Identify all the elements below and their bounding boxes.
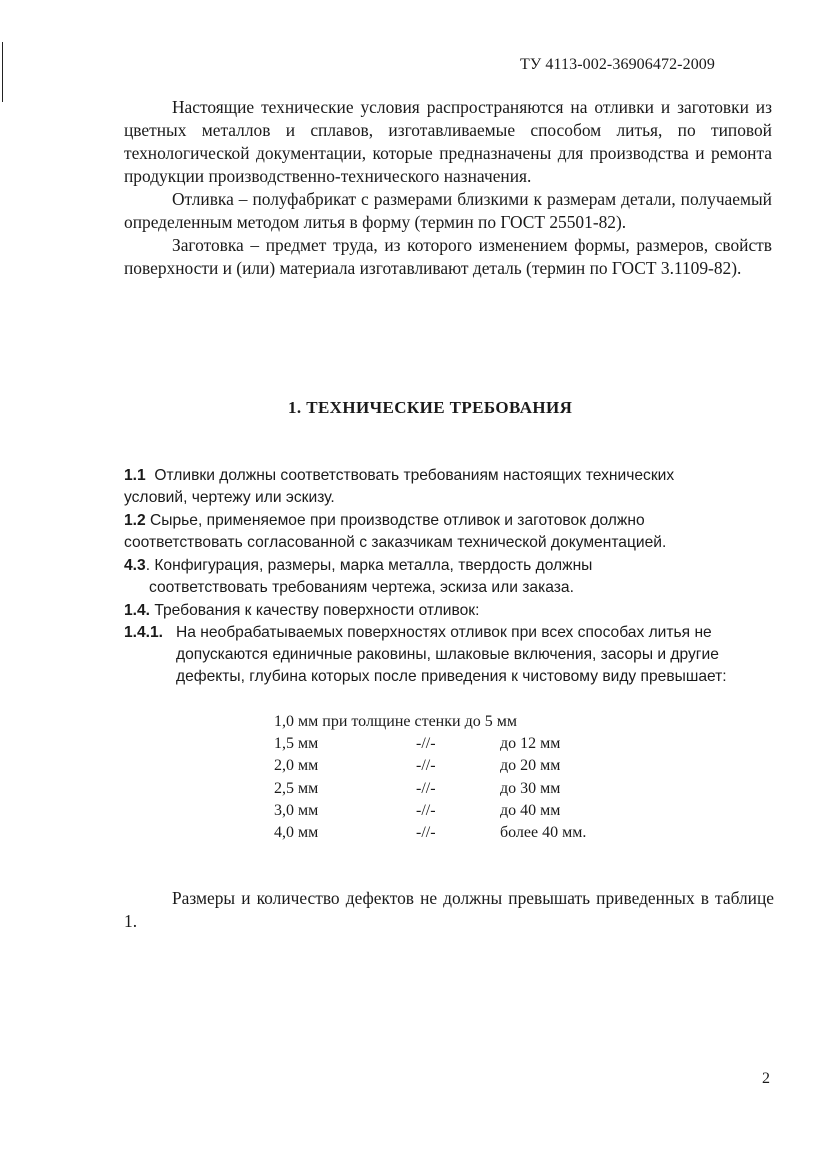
defect-depth: 2,5 мм [274, 779, 319, 797]
binding-margin-mark [2, 42, 3, 102]
defect-depth: 2,0 мм [274, 757, 319, 775]
ditto-mark: -//- [416, 779, 436, 797]
defect-depth: 4,0 мм [274, 823, 319, 841]
defect-depth: 3,0 мм [274, 801, 319, 819]
closing-text [124, 887, 774, 933]
requirement-number: 1.2 [124, 512, 146, 529]
requirement-text: Требования к качеству поверхности отливок: [154, 602, 480, 619]
defect-depth-row [274, 822, 587, 844]
section-title: 1. ТЕХНИЧЕСКИЕ ТРЕБОВАНИЯ [288, 398, 573, 417]
requirement-1-2 [124, 510, 784, 554]
defect-depth-row [274, 733, 561, 755]
defect-depth-row [274, 778, 561, 800]
ditto-mark: -//- [416, 757, 436, 775]
requirement-text: На необрабатываемых поверхностях отливок при всех способах литья не допускаются единичные раковины, шлаковые включения, засоры и другие дефекты, глубина которых после приведения к чистовому виду превышает: [176, 624, 727, 685]
intro-paragraph-blank-definition: Заготовка – предмет труда, из которого изменением формы, размеров, свойств поверхности и (или) материала изготавливают деталь (термин по ГОСТ 3.1109-82). [124, 235, 772, 278]
requirement-number: 1.4. [124, 602, 151, 619]
requirement-text-continued: условий, чертежу или эскизу. [124, 489, 335, 506]
document-code: ТУ 4113-002-36906472-2009 [520, 56, 715, 73]
wall-thickness: до 40 мм [500, 801, 561, 819]
defect-depth-list [274, 711, 587, 844]
defect-depth-first-line: 1,0 мм при толщине стенки до 5 мм [274, 713, 517, 730]
requirement-text-continued: соответствовать согласованной с заказчикам технической документацией. [124, 534, 667, 551]
wall-thickness: до 12 мм [500, 735, 561, 753]
defect-depth: 1,5 мм [274, 735, 319, 753]
requirement-text: Сырье, применяемое при производстве отливок и заготовок должно [150, 512, 645, 529]
defect-depth-row [274, 755, 561, 777]
page-number: 2 [762, 1070, 770, 1087]
wall-thickness: до 20 мм [500, 757, 561, 775]
wall-thickness: более 40 мм. [500, 823, 587, 841]
closing-paragraph: Размеры и количество дефектов не должны превышать приведенных в таблице 1. [124, 888, 774, 931]
requirement-1-4 [124, 600, 784, 622]
requirement-number: 4.3 [124, 557, 146, 574]
intro-paragraph-casting-definition: Отливка – полуфабрикат с размерами близкими к размерам детали, получаемый определенным методом литья в форму (термин по ГОСТ 25501-82). [124, 189, 772, 232]
ditto-mark: -//- [416, 823, 436, 841]
requirement-text-continued: соответствовать требованиям чертежа, эскиза или заказа. [149, 579, 574, 596]
intro-text [124, 96, 772, 280]
wall-thickness: до 30 мм [500, 779, 561, 797]
requirement-text: Отливки должны соответствовать требованиям настоящих технических [154, 467, 675, 484]
requirement-1-4-1 [124, 622, 784, 688]
ditto-mark: -//- [416, 801, 436, 819]
requirement-4-3 [124, 555, 784, 599]
ditto-mark: -//- [416, 735, 436, 753]
defect-depth-row [274, 800, 561, 822]
intro-paragraph-scope: Настоящие технические условия распространяются на отливки и заготовки из цветных металлов и сплавов, изготавливаемые способом литья, по типовой технологической документации, которые предназначены для производства и ремонта продукции производственно-технического назначения. [124, 97, 772, 186]
requirement-number: 1.1 [124, 467, 146, 484]
requirement-number: 1.4.1. [124, 624, 164, 641]
requirement-1-1 [124, 465, 784, 509]
requirement-text: . Конфигурация, размеры, марка металла, твердость должны [145, 557, 593, 574]
